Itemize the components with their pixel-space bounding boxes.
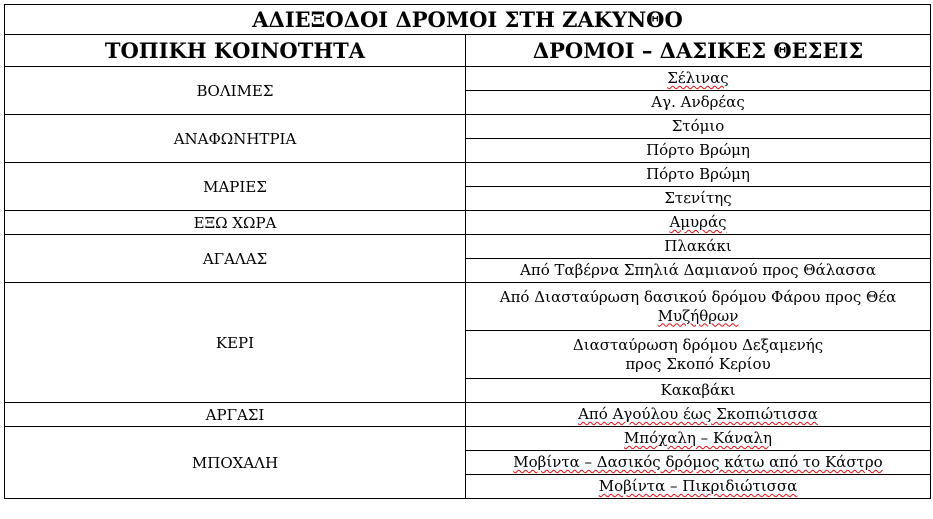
road-cell [466, 427, 931, 451]
road-line [466, 307, 930, 326]
header-community: ΤΟΠΙΚΗ ΚΟΙΝΟΤΗΤΑ [5, 35, 466, 67]
community-bochali: ΜΠΟΧΑΛΗ [5, 427, 466, 499]
road-name: Μυζήθρων [657, 306, 739, 325]
community-anafonitria: ΑΝΑΦΩΝΗΤΡΙΑ [5, 115, 466, 163]
roads-table [4, 4, 931, 499]
road-cell: Από Ταβέρνα Σπηλιά Δαμιανού προς Θάλασσα [466, 259, 931, 283]
road-name: Αμυράς [669, 213, 727, 231]
road-cell: Στόμιο [466, 115, 931, 139]
road-line: Διασταύρωση δρόμου Δεξαμενής [572, 335, 824, 354]
road-cell: Πόρτο Βρώμη [466, 163, 931, 187]
community-argasi: ΑΡΓΑΣΙ [5, 403, 466, 427]
road-line: Από Διασταύρωση δασικού δρόμου Φάρου προς Θέα [499, 287, 897, 306]
community-keri: ΚΕΡΙ [5, 283, 466, 403]
road-cell: Αγ. Ανδρέας [466, 91, 931, 115]
table-title: ΑΔΙΕΞΟΔΟΙ ΔΡΟΜΟΙ ΣΤΗ ΖΑΚΥΝΘΟ [5, 5, 931, 35]
table-row [5, 427, 931, 451]
road-name: Από Αγούλου έως Σκοπιώτισσα [578, 405, 818, 423]
road-cell [466, 451, 931, 475]
road-name: Μπόχαλη – Κάναλη [623, 429, 773, 447]
community-agalas: ΑΓΑΛΑΣ [5, 235, 466, 283]
road-cell [466, 475, 931, 499]
road-cell [466, 283, 931, 331]
table-row [5, 115, 931, 139]
table-row [5, 67, 931, 91]
table-row [5, 211, 931, 235]
road-line: προς Σκοπό Κερίου [625, 354, 771, 373]
road-name: Μοβίντα – Πικριδιώτισσα [598, 477, 798, 495]
table-row [5, 283, 931, 331]
table-row [5, 403, 931, 427]
road-cell [466, 211, 931, 235]
road-name: Μοβίντα – Δασικός δρόμος κάτω από το Κάστρο [513, 453, 883, 471]
community-exo-chora: ΕΞΩ ΧΩΡΑ [5, 211, 466, 235]
road-cell [466, 331, 931, 379]
community-maries: ΜΑΡΙΕΣ [5, 163, 466, 211]
road-name: Σέλινας [667, 69, 729, 87]
community-volimes: ΒΟΛΙΜΕΣ [5, 67, 466, 115]
road-cell: Κακαβάκι [466, 379, 931, 403]
road-cell: Πλακάκι [466, 235, 931, 259]
table-row [5, 235, 931, 259]
road-cell: Πόρτο Βρώμη [466, 139, 931, 163]
header-roads: ΔΡΟΜΟΙ – ΔΑΣΙΚΕΣ ΘΕΣΕΙΣ [466, 35, 931, 67]
table-row [5, 163, 931, 187]
road-cell [466, 403, 931, 427]
road-cell: Στενίτης [466, 187, 931, 211]
road-cell [466, 67, 931, 91]
